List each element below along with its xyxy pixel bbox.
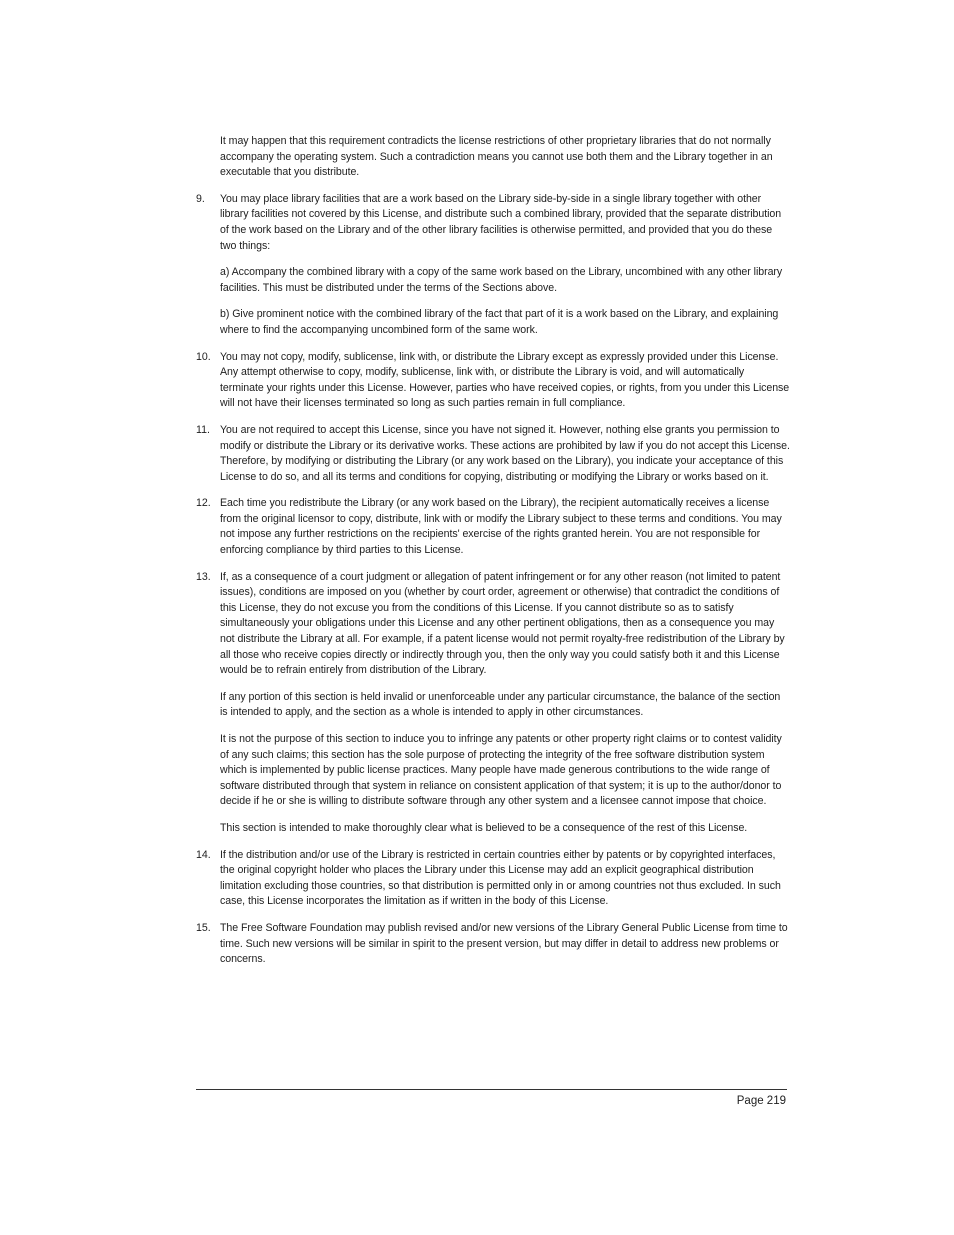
document-body [196, 134, 790, 979]
item-paragraph: b) Give prominent notice with the combined library of the fact that part of it is a work based on the Library, and explaining where to find the accompanying uncombined form of the same work. [220, 308, 779, 336]
list-item [196, 848, 790, 910]
item-paragraph: It is not the purpose of this section to induce you to infringe any patents or other property right claims or to contest validity of any such claims; this section has the sole purpose of protecting the integrity of the free software distribution system which is implemented by public license practices. Many people have made generous contributions to the wide range of software distributed through that system in reliance on consistent application of that system; it is up to the author/donor to decide if he or she is willing to distribute software through any other system and a licensee cannot impose that choice. [220, 733, 782, 808]
list-item [196, 350, 790, 412]
list-item [196, 921, 790, 968]
item-number: 15. [196, 921, 211, 934]
item-paragraph: You are not required to accept this License, since you have not signed it. However, nothing else grants you permission to modify or distribute the Library or its derivative works. These actions are prohibited by law if you do not accept this License. Therefore, by modifying or distributing the Library (or any work based on the Library), you indicate your acceptance of this License to do so, and all its terms and conditions for copying, distributing or modifying the Library or works based on it. [220, 423, 790, 483]
item-paragraph: If the distribution and/or use of the Library is restricted in certain countries either by patents or by copyrighted interfaces, the original copyright holder who places the Library under this License may add an explicit geographical distribution limitation excluding those countries, so that distribution is permitted only in or among countries not thus excluded. In such case, this License incorporates the limitation as if written in the body of this License. [220, 848, 781, 908]
item-number: 10. [196, 350, 211, 363]
item-paragraph: The Free Software Foundation may publish revised and/or new versions of the Library General Public License from time to time. Such new versions will be similar in spirit to the present version, but may differ in detail to address new problems or concerns. [220, 921, 788, 966]
item-number: 9. [196, 192, 205, 205]
item-paragraph: If, as a consequence of a court judgment or allegation of patent infringement or for any other reason (not limited to patent issues), conditions are imposed on you (whether by court order, agreement or otherwise) that contradict the conditions of this License, they do not excuse you from the conditions of this License. If you cannot distribute so as to satisfy simultaneously your obligations under this License and any other pertinent obligations, then as a consequence you may not distribute the Library at all. For example, if a patent license would not permit royalty-free redistribution of the Library by all those who receive copies directly or indirectly through you, then the only way you could satisfy both it and this License would be to refrain entirely from distribution of the Library. [220, 570, 785, 677]
item-paragraph: a) Accompany the combined library with a copy of the same work based on the Library, uncombined with any other library facilities. This must be distributed under the terms of the Sections above. [220, 266, 783, 294]
item-paragraph: Each time you redistribute the Library (or any work based on the Library), the recipient automatically receives a license from the original licensor to copy, distribute, link with or modify the Library subject to these terms and conditions. You may not impose any further restrictions on the recipients' exercise of the rights granted herein. You are not responsible for enforcing compliance by third parties to this License. [220, 497, 782, 557]
item-number: 13. [196, 570, 211, 583]
item-paragraph: If any portion of this section is held invalid or unenforceable under any particular circumstance, the balance of the section is intended to apply, and the section as a whole is intended to apply in other circumstances. [220, 690, 781, 719]
item-number: 11. [196, 423, 210, 436]
list-item [196, 192, 790, 339]
list-item [196, 423, 790, 485]
item-number: 14. [196, 848, 211, 861]
intro-paragraph: It may happen that this requirement contradicts the license restrictions of other proprietary libraries that do not normally accompany the operating system. Such a contradiction means you cannot use both them and the Library together in an executable that you distribute. [220, 135, 773, 179]
item-paragraph: You may not copy, modify, sublicense, link with, or distribute the Library except as expressly provided under this License. Any attempt otherwise to copy, modify, sublicense, link with, or distribute the Library is void, and will automatically terminate your rights under this License. However, parties who have received copies, or rights, from you under this License will not have their licenses terminated so long as such parties remain in full compliance. [220, 350, 790, 410]
page-number: Page 219 [736, 1095, 786, 1107]
footer-divider [196, 1089, 787, 1090]
item-paragraph: You may place library facilities that are a work based on the Library side-by-side in a single library together with other library facilities not covered by this License, and distribute such a combined library, provided that the separate distribution of the work based on the Library and of the other library facilities is otherwise permitted, and provided that you do these two things: [220, 192, 782, 252]
list-item [196, 570, 790, 837]
item-paragraph: This section is intended to make thoroughly clear what is believed to be a consequence of the rest of this License. [220, 821, 748, 834]
item-number: 12. [196, 497, 211, 510]
list-item [196, 496, 790, 558]
